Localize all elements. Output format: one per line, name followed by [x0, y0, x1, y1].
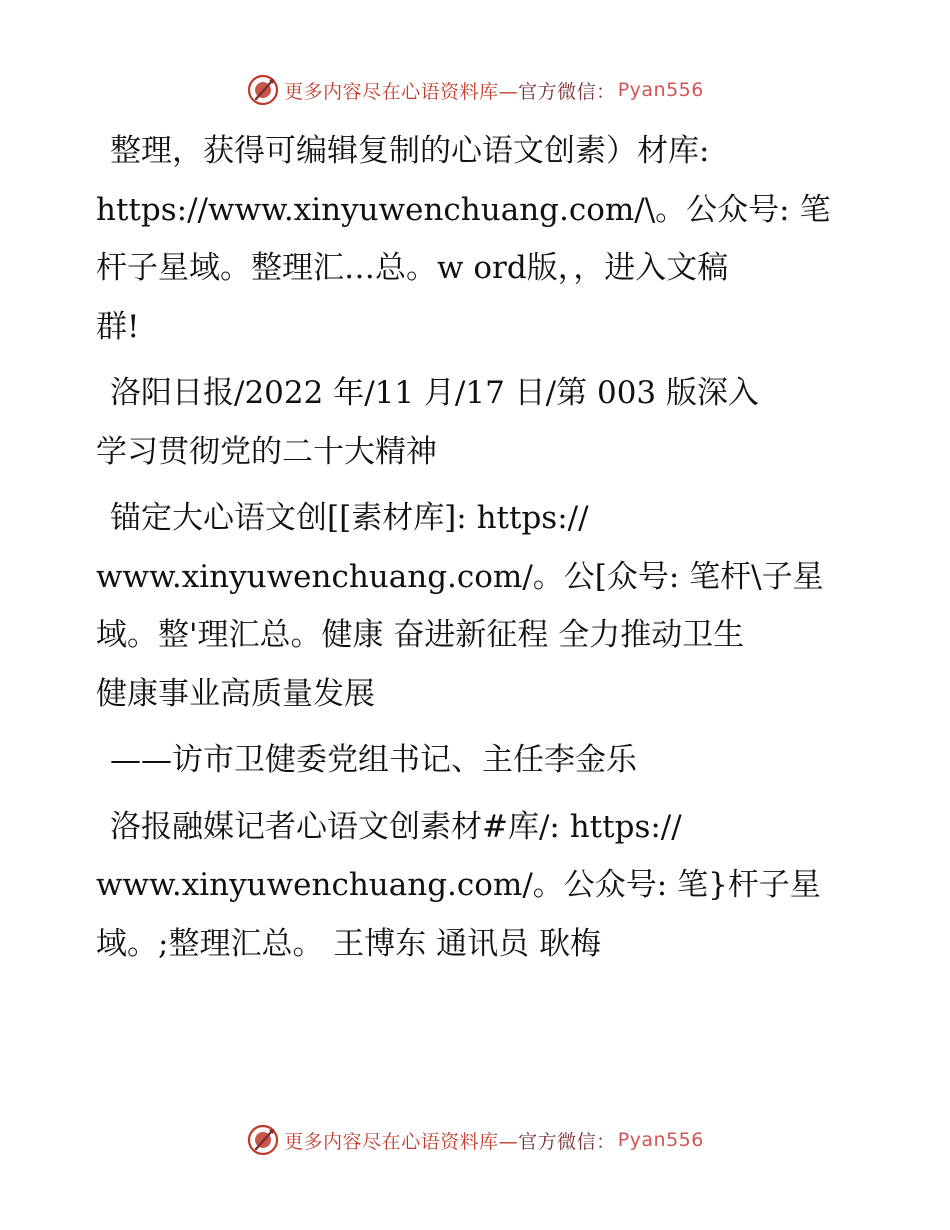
banner-account: Pyan556	[617, 1129, 704, 1151]
banner-text: 更多内容尽在心语资料库—	[284, 80, 519, 103]
footer-banner	[0, 1120, 950, 1160]
paragraph-3	[96, 489, 856, 723]
text-line: 域。;整理汇总。 王博东 通讯员 耿梅	[96, 925, 602, 962]
paragraph-4	[96, 731, 856, 790]
text-line: 锚定大心语文创[[素材库]: https://	[110, 500, 589, 536]
brand-logo-icon	[246, 1123, 280, 1157]
text-line: www.xinyuwenchuang.com/。公众号: 笔}杆子星	[96, 867, 821, 903]
text-line: 群!	[96, 308, 140, 345]
text-line: 学习贯彻党的二十大精神	[96, 433, 437, 470]
text-line: ——访市卫健委党组书记、主任李金乐	[110, 742, 637, 778]
text-line: https://www.xinyuwenchuang.com/\。公众号: 笔	[96, 191, 831, 228]
header-banner	[0, 70, 950, 110]
text-line: www.xinyuwenchuang.com/。公[众号: 笔杆\子星	[96, 558, 824, 595]
paragraph-5	[96, 798, 856, 974]
banner-text: 更多内容尽在心语资料库—	[284, 1130, 519, 1153]
banner-wechat-label: 官方微信：	[518, 1130, 616, 1153]
document-body	[96, 122, 856, 981]
text-line: 整理，获得可编辑复制的心语文创素）材库:	[110, 133, 710, 169]
text-line: 洛阳日报/2022 年/11 月/17 日/第 003 版深入	[110, 375, 760, 411]
text-line: 杆子星域。整理汇…总。w ord版，，进入文稿	[96, 250, 729, 286]
banner-wechat-label: 官方微信：	[518, 80, 616, 103]
brand-logo-icon	[246, 73, 280, 107]
paragraph-1	[96, 122, 856, 356]
banner-account: Pyan556	[617, 79, 704, 101]
text-line: 洛报融媒记者心语文创素材#库/: https://	[110, 808, 682, 845]
text-line: 健康事业高质量发展	[96, 675, 375, 712]
text-line: 域。整'理汇总。健康 奋进新征程 全力推动卫生	[96, 617, 745, 653]
paragraph-2	[96, 364, 856, 481]
